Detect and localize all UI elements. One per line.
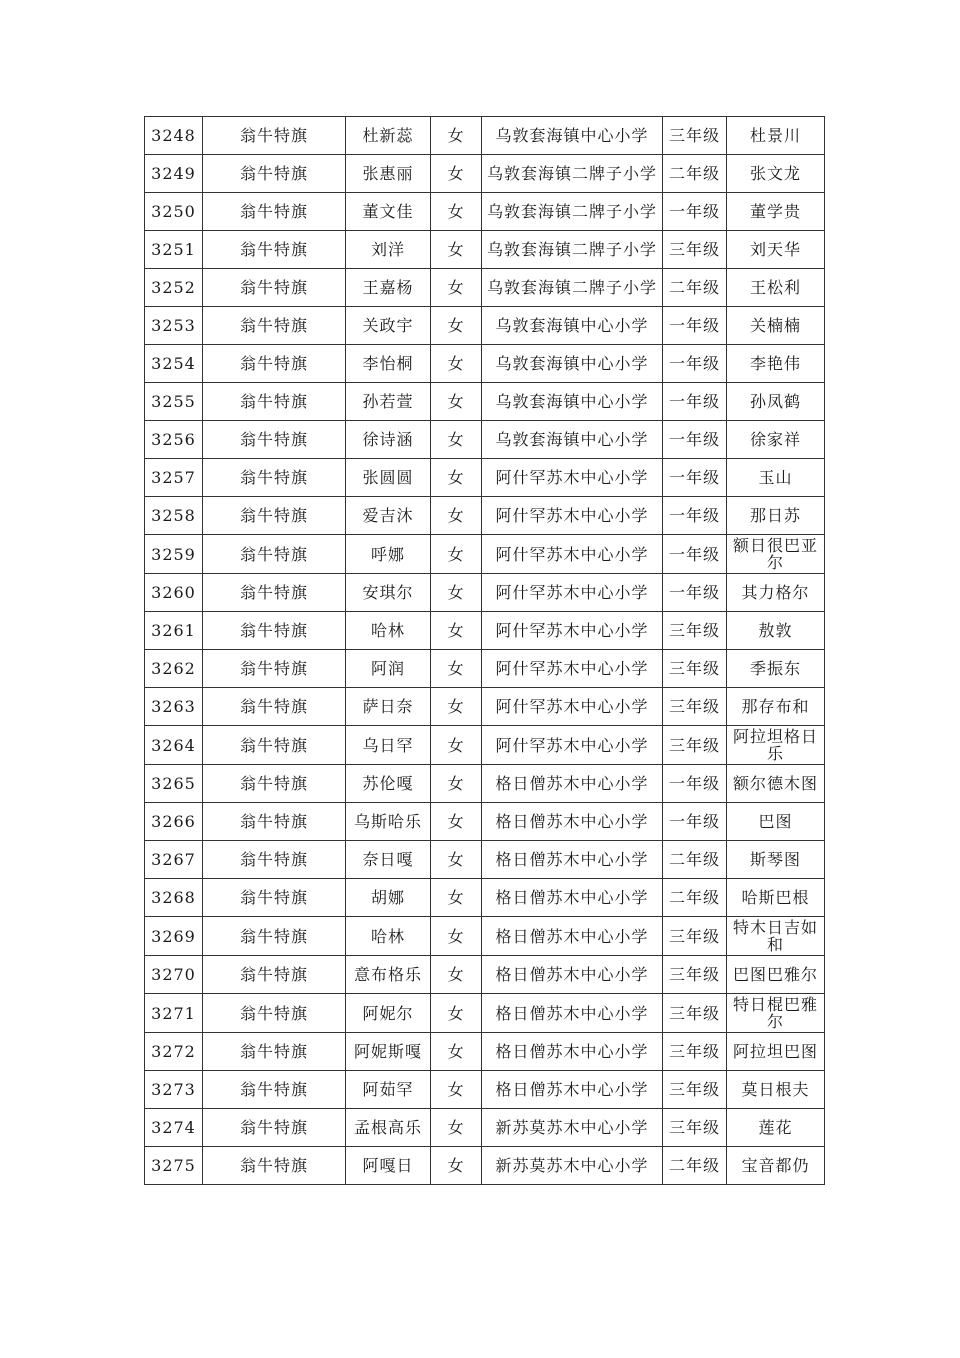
gender-cell: 女: [431, 269, 482, 307]
table-row: [145, 841, 825, 879]
gender-cell: 女: [431, 841, 482, 879]
student-name: 阿妮尔: [346, 994, 431, 1033]
grade-cell: 二年级: [663, 269, 727, 307]
guardian-name: 莲花: [727, 1109, 825, 1147]
row-number: 3262: [145, 650, 203, 688]
row-number: 3271: [145, 994, 203, 1033]
school-name: 阿什罕苏木中心小学: [482, 688, 663, 726]
gender-cell: 女: [431, 1071, 482, 1109]
school-name: 格日僧苏木中心小学: [482, 879, 663, 917]
table-row: [145, 345, 825, 383]
guardian-name: 张文龙: [727, 155, 825, 193]
region-cell: 翁牛特旗: [203, 1071, 346, 1109]
guardian-name: 杜景川: [727, 117, 825, 155]
school-name: 乌敦套海镇中心小学: [482, 383, 663, 421]
region-cell: 翁牛特旗: [203, 231, 346, 269]
row-number: 3265: [145, 765, 203, 803]
table-row: [145, 650, 825, 688]
gender-cell: 女: [431, 193, 482, 231]
gender-cell: 女: [431, 1147, 482, 1185]
grade-cell: 一年级: [663, 765, 727, 803]
school-name: 格日僧苏木中心小学: [482, 956, 663, 994]
guardian-name: 李艳伟: [727, 345, 825, 383]
guardian-name: 徐家祥: [727, 421, 825, 459]
school-name: 乌敦套海镇二牌子小学: [482, 155, 663, 193]
row-number: 3259: [145, 535, 203, 574]
school-name: 格日僧苏木中心小学: [482, 765, 663, 803]
guardian-name: 董学贵: [727, 193, 825, 231]
gender-cell: 女: [431, 459, 482, 497]
row-number: 3248: [145, 117, 203, 155]
guardian-name: 特木日吉如和: [727, 917, 825, 956]
student-name: 阿妮斯嘎: [346, 1033, 431, 1071]
gender-cell: 女: [431, 1033, 482, 1071]
region-cell: 翁牛特旗: [203, 879, 346, 917]
school-name: 格日僧苏木中心小学: [482, 841, 663, 879]
school-name: 阿什罕苏木中心小学: [482, 726, 663, 765]
school-name: 乌敦套海镇中心小学: [482, 421, 663, 459]
table-row: [145, 383, 825, 421]
table-row: [145, 155, 825, 193]
gender-cell: 女: [431, 231, 482, 269]
school-name: 乌敦套海镇二牌子小学: [482, 193, 663, 231]
grade-cell: 一年级: [663, 459, 727, 497]
school-name: 阿什罕苏木中心小学: [482, 574, 663, 612]
table-row: [145, 1033, 825, 1071]
school-name: 格日僧苏木中心小学: [482, 1071, 663, 1109]
guardian-name: 孙凤鹤: [727, 383, 825, 421]
row-number: 3258: [145, 497, 203, 535]
guardian-name: 阿拉坦巴图: [727, 1033, 825, 1071]
guardian-name: 宝音都仍: [727, 1147, 825, 1185]
grade-cell: 三年级: [663, 994, 727, 1033]
grade-cell: 三年级: [663, 688, 727, 726]
region-cell: 翁牛特旗: [203, 117, 346, 155]
table-row: [145, 117, 825, 155]
region-cell: 翁牛特旗: [203, 612, 346, 650]
gender-cell: 女: [431, 612, 482, 650]
grade-cell: 一年级: [663, 803, 727, 841]
table-row: [145, 459, 825, 497]
grade-cell: 三年级: [663, 726, 727, 765]
student-name: 呼娜: [346, 535, 431, 574]
school-name: 阿什罕苏木中心小学: [482, 497, 663, 535]
student-name: 奈日嘎: [346, 841, 431, 879]
region-cell: 翁牛特旗: [203, 1147, 346, 1185]
student-name: 爱吉沐: [346, 497, 431, 535]
school-name: 阿什罕苏木中心小学: [482, 459, 663, 497]
guardian-name: 哈斯巴根: [727, 879, 825, 917]
school-name: 乌敦套海镇二牌子小学: [482, 269, 663, 307]
grade-cell: 三年级: [663, 612, 727, 650]
region-cell: 翁牛特旗: [203, 917, 346, 956]
table-row: [145, 307, 825, 345]
guardian-name: 巴图: [727, 803, 825, 841]
gender-cell: 女: [431, 879, 482, 917]
row-number: 3257: [145, 459, 203, 497]
region-cell: 翁牛特旗: [203, 765, 346, 803]
region-cell: 翁牛特旗: [203, 650, 346, 688]
student-name: 董文佳: [346, 193, 431, 231]
table-row: [145, 879, 825, 917]
grade-cell: 三年级: [663, 117, 727, 155]
gender-cell: 女: [431, 688, 482, 726]
region-cell: 翁牛特旗: [203, 726, 346, 765]
row-number: 3274: [145, 1109, 203, 1147]
table-row: [145, 269, 825, 307]
gender-cell: 女: [431, 383, 482, 421]
table-row: [145, 574, 825, 612]
table-row: [145, 765, 825, 803]
school-name: 新苏莫苏木中心小学: [482, 1109, 663, 1147]
school-name: 阿什罕苏木中心小学: [482, 612, 663, 650]
gender-cell: 女: [431, 345, 482, 383]
table-row: [145, 1071, 825, 1109]
row-number: 3252: [145, 269, 203, 307]
row-number: 3275: [145, 1147, 203, 1185]
row-number: 3253: [145, 307, 203, 345]
region-cell: 翁牛特旗: [203, 193, 346, 231]
guardian-name: 刘天华: [727, 231, 825, 269]
table-row: [145, 994, 825, 1033]
region-cell: 翁牛特旗: [203, 269, 346, 307]
region-cell: 翁牛特旗: [203, 1033, 346, 1071]
row-number: 3256: [145, 421, 203, 459]
guardian-name: 额尔德木图: [727, 765, 825, 803]
table-row: [145, 726, 825, 765]
guardian-name: 王松利: [727, 269, 825, 307]
gender-cell: 女: [431, 994, 482, 1033]
guardian-name: 季振东: [727, 650, 825, 688]
row-number: 3263: [145, 688, 203, 726]
guardian-name: 斯琴图: [727, 841, 825, 879]
school-name: 阿什罕苏木中心小学: [482, 650, 663, 688]
grade-cell: 二年级: [663, 879, 727, 917]
table-row: [145, 535, 825, 574]
table-row: [145, 193, 825, 231]
grade-cell: 二年级: [663, 841, 727, 879]
row-number: 3272: [145, 1033, 203, 1071]
table-row: [145, 421, 825, 459]
table-row: [145, 803, 825, 841]
region-cell: 翁牛特旗: [203, 459, 346, 497]
grade-cell: 三年级: [663, 1071, 727, 1109]
student-name: 王嘉杨: [346, 269, 431, 307]
grade-cell: 三年级: [663, 650, 727, 688]
student-name: 乌斯哈乐: [346, 803, 431, 841]
student-name: 张惠丽: [346, 155, 431, 193]
school-name: 乌敦套海镇二牌子小学: [482, 231, 663, 269]
row-number: 3266: [145, 803, 203, 841]
table-row: [145, 956, 825, 994]
gender-cell: 女: [431, 421, 482, 459]
grade-cell: 三年级: [663, 1109, 727, 1147]
guardian-name: 那存布和: [727, 688, 825, 726]
region-cell: 翁牛特旗: [203, 994, 346, 1033]
grade-cell: 一年级: [663, 574, 727, 612]
student-name: 孙若萱: [346, 383, 431, 421]
gender-cell: 女: [431, 956, 482, 994]
student-name: 乌日罕: [346, 726, 431, 765]
grade-cell: 一年级: [663, 307, 727, 345]
student-name: 阿茹罕: [346, 1071, 431, 1109]
table-row: [145, 497, 825, 535]
student-name: 萨日奈: [346, 688, 431, 726]
gender-cell: 女: [431, 117, 482, 155]
grade-cell: 二年级: [663, 1147, 727, 1185]
row-number: 3270: [145, 956, 203, 994]
region-cell: 翁牛特旗: [203, 155, 346, 193]
row-number: 3254: [145, 345, 203, 383]
gender-cell: 女: [431, 1109, 482, 1147]
table-row: [145, 1147, 825, 1185]
region-cell: 翁牛特旗: [203, 1109, 346, 1147]
student-name: 阿嘎日: [346, 1147, 431, 1185]
region-cell: 翁牛特旗: [203, 345, 346, 383]
student-name: 关政宇: [346, 307, 431, 345]
grade-cell: 三年级: [663, 231, 727, 269]
gender-cell: 女: [431, 765, 482, 803]
row-number: 3251: [145, 231, 203, 269]
school-name: 新苏莫苏木中心小学: [482, 1147, 663, 1185]
grade-cell: 一年级: [663, 535, 727, 574]
gender-cell: 女: [431, 917, 482, 956]
school-name: 乌敦套海镇中心小学: [482, 345, 663, 383]
guardian-name: 那日苏: [727, 497, 825, 535]
row-number: 3267: [145, 841, 203, 879]
school-name: 乌敦套海镇中心小学: [482, 117, 663, 155]
guardian-name: 敖敦: [727, 612, 825, 650]
student-name: 胡娜: [346, 879, 431, 917]
row-number: 3273: [145, 1071, 203, 1109]
student-name: 意布格乐: [346, 956, 431, 994]
region-cell: 翁牛特旗: [203, 497, 346, 535]
gender-cell: 女: [431, 574, 482, 612]
row-number: 3269: [145, 917, 203, 956]
student-name: 苏伦嘎: [346, 765, 431, 803]
school-name: 格日僧苏木中心小学: [482, 1033, 663, 1071]
guardian-name: 莫日根夫: [727, 1071, 825, 1109]
table-row: [145, 231, 825, 269]
region-cell: 翁牛特旗: [203, 956, 346, 994]
region-cell: 翁牛特旗: [203, 421, 346, 459]
grade-cell: 三年级: [663, 1033, 727, 1071]
student-name: 孟根高乐: [346, 1109, 431, 1147]
school-name: 格日僧苏木中心小学: [482, 994, 663, 1033]
student-name: 李怡桐: [346, 345, 431, 383]
gender-cell: 女: [431, 726, 482, 765]
guardian-name: 阿拉坦格日乐: [727, 726, 825, 765]
grade-cell: 三年级: [663, 956, 727, 994]
row-number: 3255: [145, 383, 203, 421]
student-name: 刘洋: [346, 231, 431, 269]
grade-cell: 三年级: [663, 917, 727, 956]
student-name: 徐诗涵: [346, 421, 431, 459]
grade-cell: 一年级: [663, 345, 727, 383]
guardian-name: 其力格尔: [727, 574, 825, 612]
student-name: 哈林: [346, 612, 431, 650]
grade-cell: 一年级: [663, 421, 727, 459]
student-name: 安琪尔: [346, 574, 431, 612]
row-number: 3268: [145, 879, 203, 917]
gender-cell: 女: [431, 497, 482, 535]
school-name: 阿什罕苏木中心小学: [482, 535, 663, 574]
region-cell: 翁牛特旗: [203, 841, 346, 879]
row-number: 3249: [145, 155, 203, 193]
guardian-name: 特日棍巴雅尔: [727, 994, 825, 1033]
gender-cell: 女: [431, 535, 482, 574]
row-number: 3261: [145, 612, 203, 650]
grade-cell: 二年级: [663, 155, 727, 193]
student-name: 杜新蕊: [346, 117, 431, 155]
region-cell: 翁牛特旗: [203, 688, 346, 726]
region-cell: 翁牛特旗: [203, 574, 346, 612]
gender-cell: 女: [431, 803, 482, 841]
gender-cell: 女: [431, 307, 482, 345]
student-name: 哈林: [346, 917, 431, 956]
table-row: [145, 688, 825, 726]
student-name: 张圆圆: [346, 459, 431, 497]
table-row: [145, 917, 825, 956]
school-name: 格日僧苏木中心小学: [482, 917, 663, 956]
row-number: 3250: [145, 193, 203, 231]
school-name: 乌敦套海镇中心小学: [482, 307, 663, 345]
guardian-name: 巴图巴雅尔: [727, 956, 825, 994]
row-number: 3260: [145, 574, 203, 612]
roster-body: [145, 117, 825, 1185]
grade-cell: 一年级: [663, 383, 727, 421]
guardian-name: 玉山: [727, 459, 825, 497]
grade-cell: 一年级: [663, 193, 727, 231]
student-name: 阿润: [346, 650, 431, 688]
gender-cell: 女: [431, 650, 482, 688]
table-row: [145, 1109, 825, 1147]
gender-cell: 女: [431, 155, 482, 193]
guardian-name: 关楠楠: [727, 307, 825, 345]
student-roster-table: [144, 116, 825, 1185]
region-cell: 翁牛特旗: [203, 535, 346, 574]
guardian-name: 额日很巴亚尔: [727, 535, 825, 574]
region-cell: 翁牛特旗: [203, 803, 346, 841]
table-row: [145, 612, 825, 650]
region-cell: 翁牛特旗: [203, 383, 346, 421]
region-cell: 翁牛特旗: [203, 307, 346, 345]
grade-cell: 一年级: [663, 497, 727, 535]
row-number: 3264: [145, 726, 203, 765]
school-name: 格日僧苏木中心小学: [482, 803, 663, 841]
